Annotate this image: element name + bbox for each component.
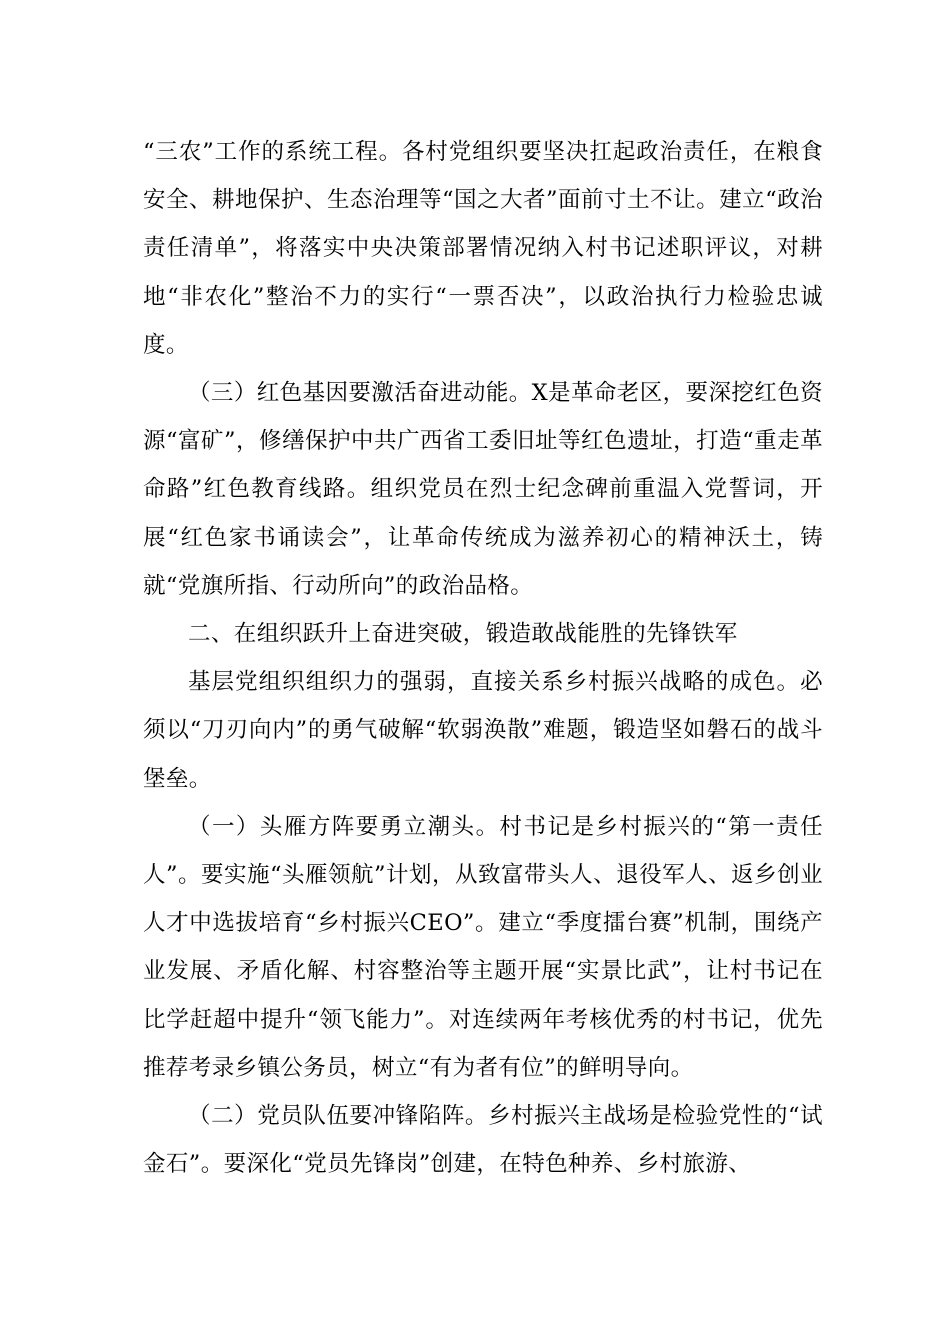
paragraph-leaders: （一）头雁方阵要勇立潮头。村书记是乡村振兴的“第一责任人”。要实施“头雁领航”计划，从致富带头人、退役军人、返乡创业人才中选拔培育“乡村振兴CEO”。建立“季度擂台赛”机制，围绕产业发展、矛盾化解、村容整治等主题开展“实景比武”，让村书记在比学赶超中提升“领飞能力”。对连续两年考核优秀的村书记，优先推荐考录乡镇公务员，树立“有为者有位”的鲜明导向。 (143, 813, 823, 1081)
section-heading-2: 二、在组织跃升上奋进突破，锻造敢战能胜的先锋铁军 (188, 621, 738, 648)
paragraph-members: （二）党员队伍要冲锋陷阵。乡村振兴主战场是检验党性的“试金石”。要深化“党员先锋岗”创建，在特色种养、乡村旅游、 (143, 1103, 823, 1178)
document-body (143, 128, 823, 1188)
paragraph-organization: 基层党组织组织力的强弱，直接关系乡村振兴战略的成色。必须以“刀刃向内”的勇气破解“软弱涣散”难题，锻造坚如磐石的战斗堡垒。 (143, 669, 823, 792)
paragraph-continued: “三农”工作的系统工程。各村党组织要坚决扛起政治责任，在粮食安全、耕地保护、生态治理等“国之大者”面前寸土不让。建立“政治责任清单”，将落实中央决策部署情况纳入村书记述职评议，对耕地“非农化”整治不力的实行“一票否决”，以政治执行力检验忠诚度。 (143, 139, 823, 358)
paragraph-red-gene: （三）红色基因要激活奋进动能。X是革命老区，要深挖红色资源“富矿”，修缮保护中共广西省工委旧址等红色遗址，打造“重走革命路”红色教育线路。组织党员在烈士纪念碑前重温入党誓词，开展“红色家书诵读会”，让革命传统成为滋养初心的精神沃土，铸就“党旗所指、行动所向”的政治品格。 (143, 380, 823, 599)
